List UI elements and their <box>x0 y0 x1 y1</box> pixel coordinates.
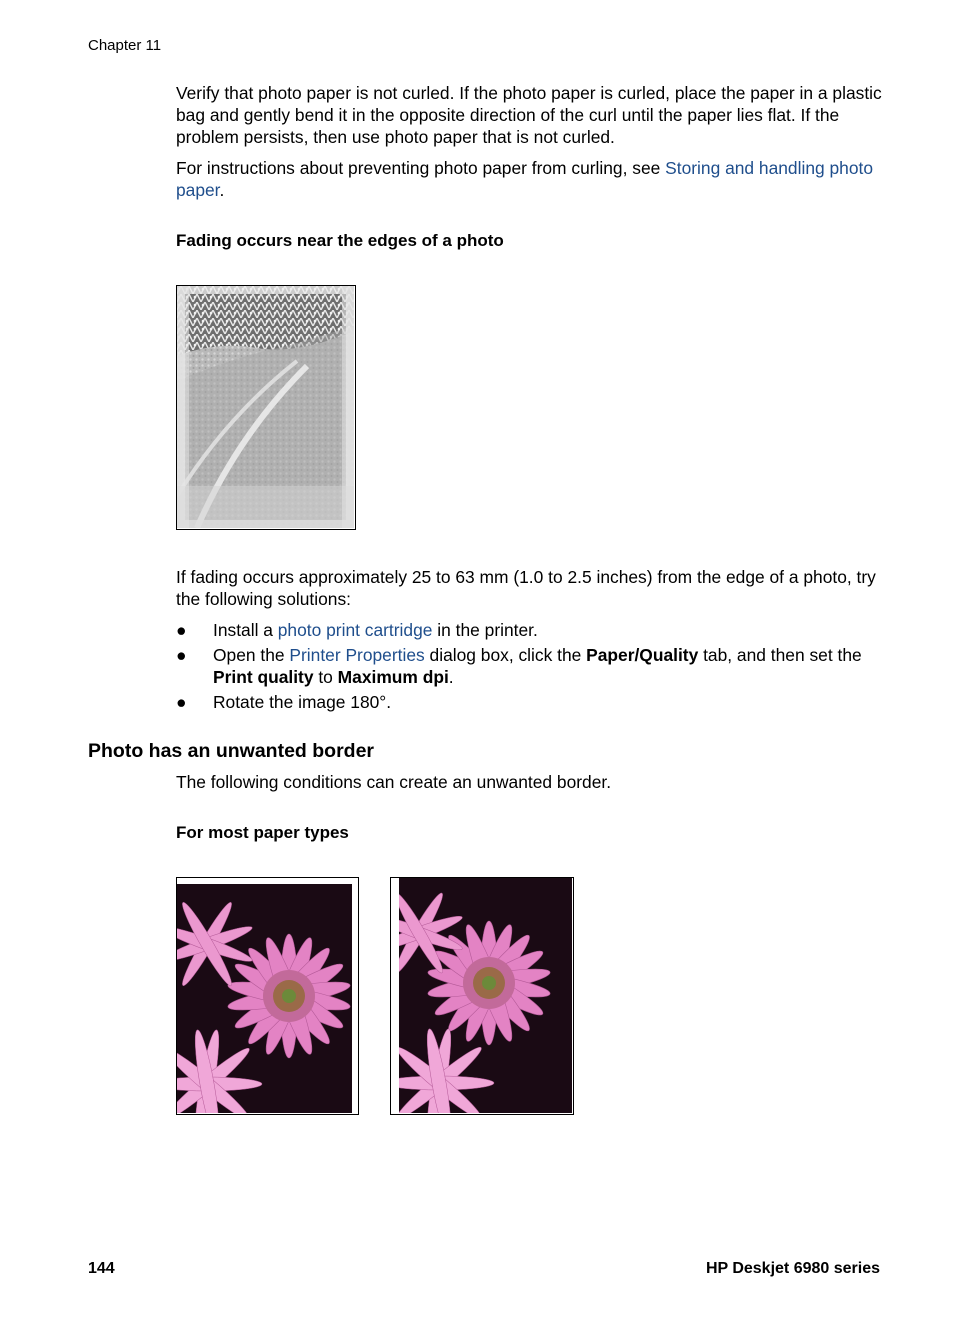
flower-photo-border-top-right <box>176 877 359 1115</box>
faded-snow-photo-graphic <box>177 286 354 528</box>
bullet-icon: ● <box>176 645 187 665</box>
most-paper-types-heading: For most paper types <box>176 823 349 842</box>
flower-photo-graphic <box>177 884 352 1113</box>
product-name: HP Deskjet 6980 series <box>705 1260 880 1277</box>
photo-print-cartridge-link[interactable]: photo print cartridge <box>277 620 433 640</box>
storing-handling-link[interactable]: Storing and handling photo paper <box>176 158 874 200</box>
fading-heading: Fading occurs near the edges of a photo <box>176 231 504 250</box>
faded-snow-photo <box>176 285 356 530</box>
page-number: 144 <box>88 1260 115 1277</box>
curl-paragraph: Verify that photo paper is not curled. If the photo paper is curled, place the paper in a plastic bag and gently bend it in the opposite direction of the curl until the paper lies flat. If the problem persists, then use photo paper that is not curled. <box>176 83 882 147</box>
flower-photo-graphic <box>399 878 572 1113</box>
unwanted-border-description: The following conditions can create an unwanted border. <box>176 772 612 792</box>
fading-solutions-list <box>176 619 886 716</box>
storing-paragraph: For instructions about preventing photo paper from curling, see Storing and handling photo paper. <box>176 158 874 200</box>
curl-instructions <box>176 82 886 201</box>
unwanted-border-heading: Photo has an unwanted border <box>88 740 375 762</box>
list-item: ● Open the Printer Properties dialog box, click the Paper/Quality tab, and then set the Print quality to Maximum dpi. <box>176 645 862 687</box>
chapter-label: Chapter 11 <box>88 37 162 54</box>
bullet-icon: ● <box>176 620 187 640</box>
printer-properties-link[interactable]: Printer Properties <box>289 645 425 665</box>
fading-description: If fading occurs approximately 25 to 63 mm (1.0 to 2.5 inches) from the edge of a photo, try the following solutions: <box>176 567 876 609</box>
list-item: ● Install a photo print cartridge in the printer. <box>176 620 538 640</box>
bullet-icon: ● <box>176 692 187 712</box>
flower-photo-border-left <box>390 877 574 1115</box>
list-item: ● Rotate the image 180°. <box>176 692 392 712</box>
